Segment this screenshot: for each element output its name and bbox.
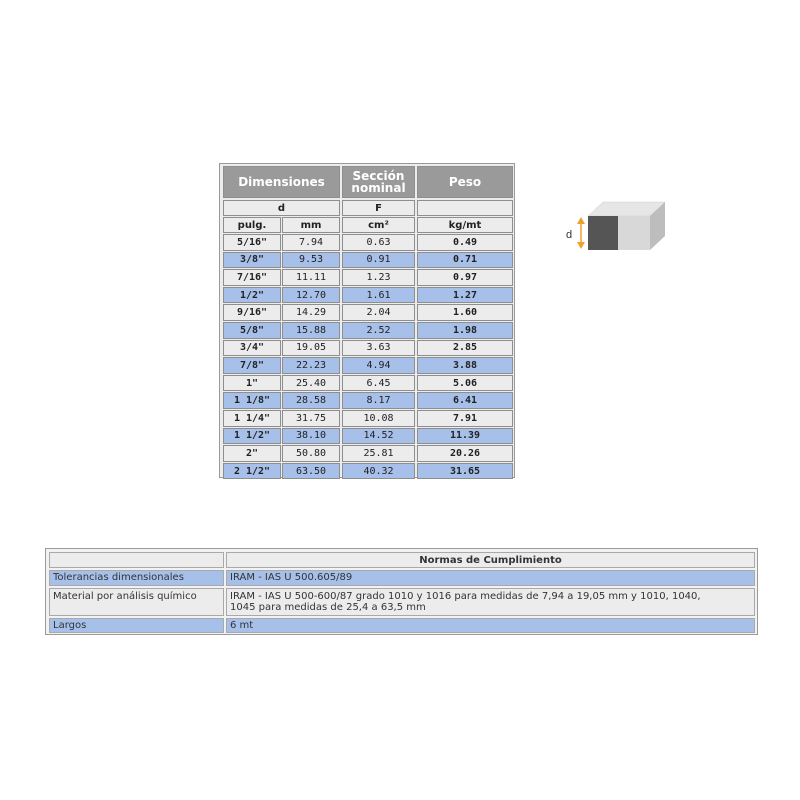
norms-value-tolerancias: IRAM - IAS U 500.605/89 [226, 570, 755, 586]
cell-kgmt: 0.71 [417, 252, 513, 269]
cell-pulg: 1 1/4" [223, 410, 281, 427]
cell-kgmt: 7.91 [417, 410, 513, 427]
cell-pulg: 7/8" [223, 357, 281, 374]
cell-pulg: 3/8" [223, 252, 281, 269]
cell-cm2: 4.94 [342, 357, 415, 374]
cell-kgmt: 5.06 [417, 375, 513, 392]
cell-mm: 50.80 [282, 445, 340, 462]
norms-label-largos: Largos [49, 618, 224, 633]
unit-cm2: cm² [342, 217, 415, 233]
cell-kgmt: 1.98 [417, 322, 513, 339]
unit-mm: mm [282, 217, 340, 233]
cell-mm: 25.40 [282, 375, 340, 392]
norms-table [45, 548, 758, 635]
cell-kgmt: 0.49 [417, 234, 513, 251]
cell-mm: 9.53 [282, 252, 340, 269]
cell-cm2: 1.23 [342, 269, 415, 286]
cell-cm2: 2.04 [342, 304, 415, 321]
cell-pulg: 2" [223, 445, 281, 462]
square-bar-icon [560, 188, 670, 256]
cell-kgmt: 1.60 [417, 304, 513, 321]
cell-kgmt: 0.97 [417, 269, 513, 286]
norms-corner-cell [49, 552, 224, 568]
cell-pulg: 2 1/2" [223, 463, 281, 480]
cell-pulg: 1/2" [223, 287, 281, 304]
cell-kgmt: 1.27 [417, 287, 513, 304]
cell-mm: 63.50 [282, 463, 340, 480]
cell-pulg: 1 1/8" [223, 392, 281, 409]
dimension-label: d [566, 229, 573, 241]
header-dimensiones: Dimensiones [223, 166, 340, 198]
norms-value-material-line1: IRAM - IAS U 500-600/87 grado 1010 y 1016 para medidas de 7,94 a 19,05 mm y 1010, 1040, [230, 591, 701, 602]
norms-label-tolerancias: Tolerancias dimensionales [49, 570, 224, 586]
cell-mm: 19.05 [282, 340, 340, 357]
symbol-blank [417, 200, 513, 216]
cell-cm2: 3.63 [342, 340, 415, 357]
norms-title: Normas de Cumplimiento [226, 552, 755, 568]
cell-cm2: 6.45 [342, 375, 415, 392]
cell-pulg: 7/16" [223, 269, 281, 286]
specs-table [219, 163, 515, 478]
cell-pulg: 1" [223, 375, 281, 392]
cell-mm: 14.29 [282, 304, 340, 321]
cell-pulg: 5/8" [223, 322, 281, 339]
cell-mm: 38.10 [282, 428, 340, 445]
cell-kgmt: 6.41 [417, 392, 513, 409]
unit-pulg: pulg. [223, 217, 281, 233]
cell-cm2: 8.17 [342, 392, 415, 409]
cell-mm: 28.58 [282, 392, 340, 409]
norms-value-material [226, 588, 755, 616]
cell-mm: 22.23 [282, 357, 340, 374]
cell-pulg: 9/16" [223, 304, 281, 321]
cell-mm: 11.11 [282, 269, 340, 286]
symbol-d: d [223, 200, 340, 216]
cell-pulg: 3/4" [223, 340, 281, 357]
norms-label-material: Material por análisis químico [49, 588, 224, 616]
cell-cm2: 0.63 [342, 234, 415, 251]
unit-kgmt: kg/mt [417, 217, 513, 233]
symbol-f: F [342, 200, 415, 216]
cell-mm: 7.94 [282, 234, 340, 251]
norms-value-largos: 6 mt [226, 618, 755, 633]
norms-value-material-line2: 1045 para medidas de 25,4 a 63,5 mm [230, 602, 426, 613]
cell-kgmt: 20.26 [417, 445, 513, 462]
cell-pulg: 1 1/2" [223, 428, 281, 445]
cell-cm2: 40.32 [342, 463, 415, 480]
header-seccion-nominal: Sección nominal [342, 166, 415, 198]
cell-cm2: 1.61 [342, 287, 415, 304]
cell-kgmt: 11.39 [417, 428, 513, 445]
cell-kgmt: 3.88 [417, 357, 513, 374]
cell-kgmt: 2.85 [417, 340, 513, 357]
square-bar-figure [560, 188, 670, 256]
cell-cm2: 14.52 [342, 428, 415, 445]
header-peso: Peso [417, 166, 513, 198]
cell-cm2: 10.08 [342, 410, 415, 427]
cell-mm: 15.88 [282, 322, 340, 339]
cell-cm2: 0.91 [342, 252, 415, 269]
cell-cm2: 25.81 [342, 445, 415, 462]
cell-mm: 12.70 [282, 287, 340, 304]
cell-pulg: 5/16" [223, 234, 281, 251]
cell-mm: 31.75 [282, 410, 340, 427]
cell-cm2: 2.52 [342, 322, 415, 339]
cell-kgmt: 31.65 [417, 463, 513, 480]
